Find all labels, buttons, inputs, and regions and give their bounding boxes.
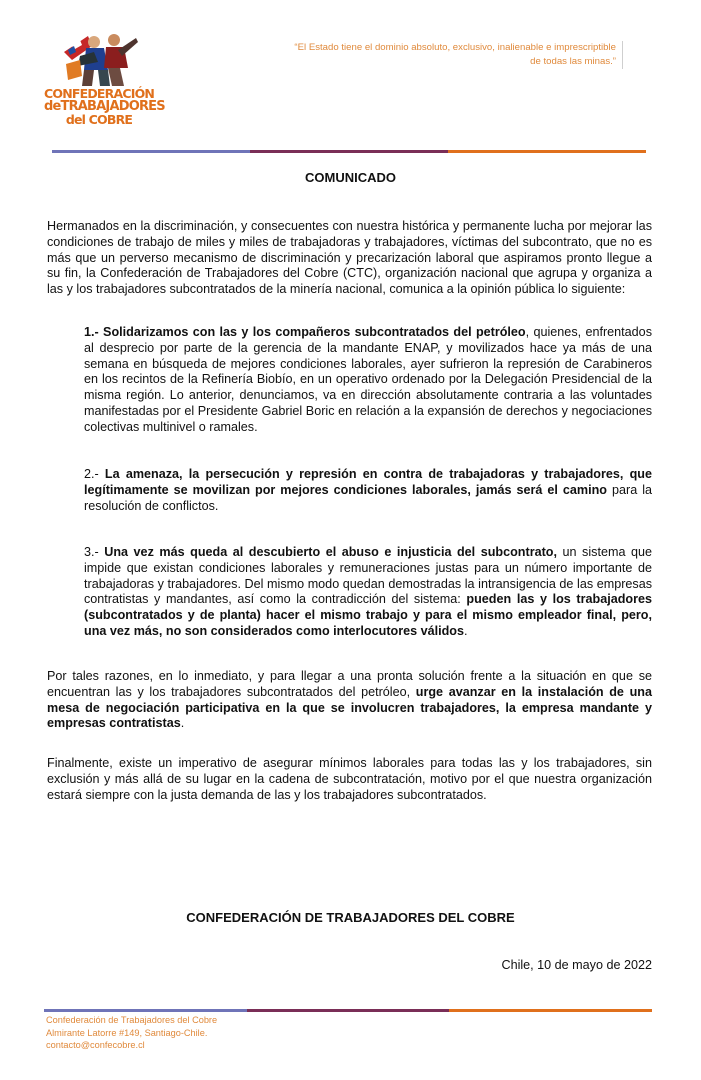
motto-line-1: “El Estado tiene el dominio absoluto, exclusivo, inalienable e imprescriptible <box>294 42 616 53</box>
footer-address: Almirante Latorre #149, Santiago-Chile. <box>46 1027 208 1038</box>
divider-segment-purple <box>247 1009 450 1012</box>
divider-segment-blue <box>52 150 250 153</box>
divider-segment-blue <box>44 1009 247 1012</box>
document-title: COMUNICADO <box>305 170 396 185</box>
divider-segment-orange <box>449 1009 652 1012</box>
footer-organization: Confederación de Trabajadores del Cobre <box>46 1015 218 1025</box>
final-paragraph: Finalmente, existe un imperativo de asegurar mínimos laborales para todas las y los trabajadores, sin exclusión y más allá de su lugar en la cadena de subcontratación, motivo por el que nuestra organización estará siempre con la justa demanda de las y los trabajadores subcontratados. <box>47 756 652 802</box>
conclusion-text: Por tales razones, en lo inmediato, y para llegar a una pronta solución frente a la situación en que se encuentran las y los trabajadores subcontratados del petróleo, <box>47 669 652 699</box>
point-2-bold: La amenaza, la persecución y represión en contra de trabajadoras y trabajadores, que legítimamente se movilizan por mejores condiciones laborales, jamás será el camino <box>84 467 652 497</box>
point-3 <box>84 545 652 640</box>
intro-paragraph: Hermanados en la discriminación, y consecuentes con nuestra histórica y permanente lucha por mejorar las condiciones de trabajo de miles y miles de trabajadoras y trabajadores, víctimas del subcontrato, que no es más que un perverso mecanismo de discriminación y precarización laboral que aspiramos pronto llegue a su fin, la Confederación de Trabajadores del Cobre (CTC), organización nacional que agrupa y organiza a las y los trabajadores subcontratados de la minería nacional, comunica a la opinión pública lo siguiente: <box>47 219 652 297</box>
footer-email[interactable]: contacto@confecobre.cl <box>46 1040 145 1050</box>
header-divider <box>52 150 646 153</box>
conclusion-paragraph <box>47 669 652 732</box>
logo-wordmark <box>44 86 165 127</box>
point-3-text-2: . <box>464 623 468 638</box>
conclusion-bold: urge avanzar en la instalación de una mesa de negociación participativa en la que se involucren trabajadores, la empresa mandante y empresas contratistas <box>47 684 652 731</box>
point-3-text: un sistema que impide que existan condiciones laborales y remuneraciones justas para un número importante de trabajadoras y trabajadores. Del mismo modo quedan demostradas la intransigencia de las empresas contratistas y mandantes, así como la contradicción del sistema: <box>84 545 652 607</box>
signature: CONFEDERACIÓN DE TRABAJADORES DEL COBRE <box>186 910 515 925</box>
conclusion-end: . <box>180 716 185 731</box>
point-3-bold-2: pueden las y los trabajadores (subcontratados y de planta) hacer el mismo trabajo y para el mismo empleador final, pero, una vez más, no son considerados como interlocutores válidos <box>84 592 652 638</box>
logo-line-3: del COBRE <box>65 112 133 127</box>
header-motto <box>196 41 623 69</box>
point-3-bold: Una vez más queda al descubierto el abuso e injusticia del subcontrato, <box>104 545 557 559</box>
logo <box>44 30 165 130</box>
point-2-text: para la resolución de conflictos. <box>84 482 652 513</box>
document-date: Chile, 10 de mayo de 2022 <box>501 958 652 972</box>
workers-illustration-icon <box>58 30 140 88</box>
divider-segment-orange <box>448 150 646 153</box>
logo-line-1: CONFEDERACIÓN <box>44 86 155 101</box>
point-2 <box>84 467 652 514</box>
footer-contact <box>46 1014 217 1052</box>
motto-line-2: de todas las minas.” <box>530 56 616 67</box>
footer-divider <box>44 1009 652 1012</box>
logo-line-2: deTRABAJADORES <box>44 99 165 114</box>
point-3-prefix: 3.- <box>84 545 105 559</box>
divider-segment-purple <box>250 150 448 153</box>
point-1 <box>84 325 652 436</box>
point-1-bold: 1.- Solidarizamos con las y los compañeros subcontratados del petróleo <box>84 325 526 339</box>
point-2-prefix: 2.- <box>84 467 105 481</box>
point-1-text: , quienes, enfrentados al desprecio por parte de la gerencia de la mandante ENAP, y movilizados hace ya más de una semana en búsqueda de mejores condiciones laborales, ayer sufrieron la represión de Carabineros en los recintos de la Refinería Biobío, en un operativo ordenado por la Delegación Presidencial de la misma región. Lo anterior, denunciamos, va en dirección absolutamente contraria a las voluntades manifestadas por el Presidente Gabriel Boric en relación a la expansión de derechos y negociaciones colectivas multinivel o ramales. <box>84 325 652 434</box>
